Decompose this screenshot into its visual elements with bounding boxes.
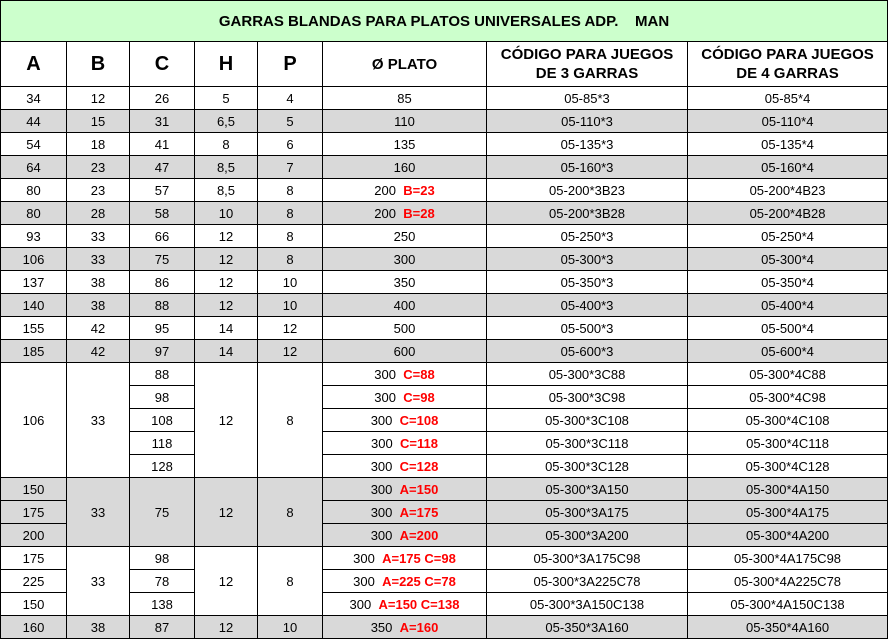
plato-value: 250 xyxy=(393,228,416,244)
cell-codigo-4: 05-300*4A150 xyxy=(688,478,888,501)
cell-c: 57 xyxy=(130,179,195,202)
cell-h: 12 xyxy=(195,547,258,616)
cell-codigo-3: 05-300*3C128 xyxy=(487,455,688,478)
plato-suffix: A=150 C=138 xyxy=(378,596,460,612)
cell-codigo-3: 05-400*3 xyxy=(487,294,688,317)
cell-b: 18 xyxy=(67,133,130,156)
cell-c: 87 xyxy=(130,616,195,639)
cell-codigo-3: 05-250*3 xyxy=(487,225,688,248)
cell-c: 26 xyxy=(130,87,195,110)
cell-a: 93 xyxy=(1,225,67,248)
table-body xyxy=(1,87,888,639)
cell-codigo-3: 05-200*3B23 xyxy=(487,179,688,202)
cell-codigo-4: 05-300*4A175 xyxy=(688,501,888,524)
plato-value: 300 xyxy=(370,412,393,428)
cell-h: 12 xyxy=(195,225,258,248)
plato-suffix: A=175 xyxy=(399,504,439,520)
cell-a: 175 xyxy=(1,501,67,524)
table-row xyxy=(1,202,888,225)
cell-b: 33 xyxy=(67,363,130,478)
header-codigo-3-line1: CÓDIGO PARA JUEGOS xyxy=(500,46,674,63)
plato-value: 300 xyxy=(353,573,375,589)
cell-plato xyxy=(323,110,487,133)
cell-h: 12 xyxy=(195,271,258,294)
table-title: GARRAS BLANDAS PARA PLATOS UNIVERSALES ADP. MAN xyxy=(1,1,888,42)
cell-p: 5 xyxy=(258,110,323,133)
table-row xyxy=(1,294,888,317)
header-row xyxy=(1,42,888,87)
cell-codigo-3: 05-350*3 xyxy=(487,271,688,294)
cell-h: 5 xyxy=(195,87,258,110)
cell-c: 78 xyxy=(130,570,195,593)
cell-c: 47 xyxy=(130,156,195,179)
cell-a: 54 xyxy=(1,133,67,156)
header-codigo-4-line2: DE 4 GARRAS xyxy=(736,65,839,82)
cell-plato xyxy=(323,386,487,409)
plato-value: 600 xyxy=(393,343,416,359)
cell-a: 185 xyxy=(1,340,67,363)
cell-p: 10 xyxy=(258,616,323,639)
cell-plato xyxy=(323,202,487,225)
cell-b: 23 xyxy=(67,156,130,179)
cell-codigo-4: 05-135*4 xyxy=(688,133,888,156)
cell-c: 75 xyxy=(130,478,195,547)
cell-codigo-3: 05-300*3 xyxy=(487,248,688,271)
cell-codigo-4: 05-350*4 xyxy=(688,271,888,294)
cell-b: 15 xyxy=(67,110,130,133)
cell-codigo-3: 05-300*3C98 xyxy=(487,386,688,409)
table-row xyxy=(1,340,888,363)
header-c: C xyxy=(130,42,195,87)
plato-value: 300 xyxy=(374,366,396,382)
cell-b: 38 xyxy=(67,271,130,294)
cell-a: 44 xyxy=(1,110,67,133)
plato-value: 300 xyxy=(371,435,393,451)
plato-suffix: A=200 xyxy=(399,527,439,543)
table-row xyxy=(1,547,888,570)
cell-plato xyxy=(323,524,487,547)
plato-value: 160 xyxy=(393,159,416,175)
table-row xyxy=(1,570,888,593)
table-row xyxy=(1,179,888,202)
plato-suffix: B=23 xyxy=(403,182,435,198)
cell-p: 12 xyxy=(258,340,323,363)
cell-a: 80 xyxy=(1,202,67,225)
cell-a: 106 xyxy=(1,363,67,478)
plato-suffix: C=108 xyxy=(399,412,439,428)
cell-codigo-4: 05-400*4 xyxy=(688,294,888,317)
cell-b: 33 xyxy=(67,248,130,271)
cell-codigo-4: 05-300*4C88 xyxy=(688,363,888,386)
cell-codigo-4: 05-300*4C98 xyxy=(688,386,888,409)
cell-codigo-3: 05-300*3A225C78 xyxy=(487,570,688,593)
table-row xyxy=(1,87,888,110)
table-row xyxy=(1,225,888,248)
plato-suffix: A=225 C=78 xyxy=(382,573,456,589)
cell-p: 4 xyxy=(258,87,323,110)
cell-a: 150 xyxy=(1,478,67,501)
cell-codigo-3: 05-300*3C88 xyxy=(487,363,688,386)
cell-codigo-4: 05-200*4B28 xyxy=(688,202,888,225)
cell-p: 8 xyxy=(258,179,323,202)
cell-codigo-3: 05-160*3 xyxy=(487,156,688,179)
cell-codigo-4: 05-300*4C118 xyxy=(688,432,888,455)
cell-c: 95 xyxy=(130,317,195,340)
plato-suffix: A=160 xyxy=(399,619,439,635)
cell-a: 150 xyxy=(1,593,67,616)
table-row xyxy=(1,363,888,386)
plato-suffix: A=150 xyxy=(399,481,439,497)
table-row xyxy=(1,133,888,156)
cell-c: 118 xyxy=(130,432,195,455)
plato-value: 200 xyxy=(374,205,396,221)
cell-codigo-4: 05-350*4A160 xyxy=(688,616,888,639)
cell-c: 88 xyxy=(130,363,195,386)
cell-codigo-3: 05-350*3A160 xyxy=(487,616,688,639)
header-p: P xyxy=(258,42,323,87)
cell-h: 10 xyxy=(195,202,258,225)
cell-b: 33 xyxy=(67,478,130,547)
cell-plato xyxy=(323,271,487,294)
cell-p: 8 xyxy=(258,248,323,271)
plato-value: 300 xyxy=(374,389,396,405)
cell-a: 64 xyxy=(1,156,67,179)
cell-plato xyxy=(323,616,487,639)
cell-plato xyxy=(323,547,487,570)
cell-codigo-3: 05-300*3A175C98 xyxy=(487,547,688,570)
cell-plato xyxy=(323,133,487,156)
header-codigo-4-line1: CÓDIGO PARA JUEGOS xyxy=(701,46,874,63)
header-codigo-3-line2: DE 3 GARRAS xyxy=(535,65,639,82)
cell-h: 12 xyxy=(195,248,258,271)
cell-a: 34 xyxy=(1,87,67,110)
cell-a: 200 xyxy=(1,524,67,547)
cell-h: 12 xyxy=(195,363,258,478)
cell-p: 8 xyxy=(258,225,323,248)
cell-a: 106 xyxy=(1,248,67,271)
plato-value: 135 xyxy=(393,136,416,152)
cell-codigo-4: 05-85*4 xyxy=(688,87,888,110)
cell-b: 38 xyxy=(67,616,130,639)
cell-h: 14 xyxy=(195,317,258,340)
cell-codigo-3: 05-300*3A150C138 xyxy=(487,593,688,616)
plato-value: 85 xyxy=(397,90,412,106)
cell-codigo-4: 05-300*4A200 xyxy=(688,524,888,547)
cell-plato xyxy=(323,294,487,317)
plato-value: 300 xyxy=(370,458,393,474)
cell-codigo-4: 05-600*4 xyxy=(688,340,888,363)
header-plato: Ø PLATO xyxy=(323,42,487,87)
cell-b: 33 xyxy=(67,547,130,616)
table-row xyxy=(1,271,888,294)
plato-suffix: A=175 C=98 xyxy=(382,550,456,566)
cell-c: 86 xyxy=(130,271,195,294)
cell-c: 138 xyxy=(130,593,195,616)
cell-codigo-3: 05-600*3 xyxy=(487,340,688,363)
table-row xyxy=(1,432,888,455)
table-row xyxy=(1,593,888,616)
cell-plato xyxy=(323,87,487,110)
cell-b: 28 xyxy=(67,202,130,225)
cell-c: 31 xyxy=(130,110,195,133)
cell-codigo-3: 05-300*3C108 xyxy=(487,409,688,432)
cell-plato xyxy=(323,570,487,593)
table-row xyxy=(1,156,888,179)
cell-codigo-4: 05-300*4A225C78 xyxy=(688,570,888,593)
cell-p: 10 xyxy=(258,294,323,317)
cell-codigo-3: 05-300*3C118 xyxy=(487,432,688,455)
cell-c: 66 xyxy=(130,225,195,248)
cell-a: 225 xyxy=(1,570,67,593)
cell-codigo-4: 05-300*4 xyxy=(688,248,888,271)
plato-value: 300 xyxy=(353,550,375,566)
header-codigo-4 xyxy=(688,42,888,87)
cell-codigo-3: 05-300*3A175 xyxy=(487,501,688,524)
cell-plato xyxy=(323,156,487,179)
plato-suffix: C=118 xyxy=(399,435,438,451)
cell-codigo-4: 05-200*4B23 xyxy=(688,179,888,202)
cell-c: 58 xyxy=(130,202,195,225)
cell-codigo-4: 05-300*4A175C98 xyxy=(688,547,888,570)
table-row xyxy=(1,386,888,409)
plato-value: 110 xyxy=(394,113,415,129)
cell-codigo-3: 05-85*3 xyxy=(487,87,688,110)
cell-plato xyxy=(323,432,487,455)
cell-c: 97 xyxy=(130,340,195,363)
plato-value: 300 xyxy=(393,251,416,267)
table-row xyxy=(1,455,888,478)
cell-a: 155 xyxy=(1,317,67,340)
cell-p: 8 xyxy=(258,478,323,547)
plato-value: 400 xyxy=(393,297,416,313)
cell-h: 8,5 xyxy=(195,156,258,179)
cell-a: 175 xyxy=(1,547,67,570)
cell-plato xyxy=(323,179,487,202)
cell-h: 12 xyxy=(195,294,258,317)
plato-suffix: C=98 xyxy=(403,389,435,405)
cell-b: 33 xyxy=(67,225,130,248)
cell-p: 6 xyxy=(258,133,323,156)
table-row xyxy=(1,248,888,271)
table-row xyxy=(1,409,888,432)
cell-c: 75 xyxy=(130,248,195,271)
cell-b: 12 xyxy=(67,87,130,110)
plato-value: 350 xyxy=(370,619,393,635)
cell-c: 98 xyxy=(130,547,195,570)
header-h: H xyxy=(195,42,258,87)
cell-p: 8 xyxy=(258,547,323,616)
cell-a: 80 xyxy=(1,179,67,202)
plato-suffix: C=128 xyxy=(399,458,439,474)
cell-codigo-3: 05-300*3A150 xyxy=(487,478,688,501)
cell-p: 7 xyxy=(258,156,323,179)
cell-b: 42 xyxy=(67,317,130,340)
plato-value: 350 xyxy=(393,274,416,290)
cell-codigo-4: 05-110*4 xyxy=(688,110,888,133)
header-b: B xyxy=(67,42,130,87)
cell-plato xyxy=(323,317,487,340)
cell-plato xyxy=(323,340,487,363)
table-row xyxy=(1,110,888,133)
table-row xyxy=(1,478,888,501)
title-row xyxy=(1,1,888,42)
cell-plato xyxy=(323,478,487,501)
plato-value: 300 xyxy=(370,481,393,497)
cell-p: 8 xyxy=(258,363,323,478)
cell-plato xyxy=(323,363,487,386)
cell-plato xyxy=(323,593,487,616)
cell-plato xyxy=(323,455,487,478)
cell-h: 8 xyxy=(195,133,258,156)
cell-p: 10 xyxy=(258,271,323,294)
cell-plato xyxy=(323,409,487,432)
cell-c: 98 xyxy=(130,386,195,409)
cell-c: 108 xyxy=(130,409,195,432)
cell-h: 14 xyxy=(195,340,258,363)
cell-plato xyxy=(323,501,487,524)
cell-codigo-4: 05-160*4 xyxy=(688,156,888,179)
cell-b: 23 xyxy=(67,179,130,202)
cell-p: 8 xyxy=(258,202,323,225)
cell-a: 140 xyxy=(1,294,67,317)
cell-c: 128 xyxy=(130,455,195,478)
header-a: A xyxy=(1,42,67,87)
cell-codigo-3: 05-200*3B28 xyxy=(487,202,688,225)
cell-a: 137 xyxy=(1,271,67,294)
cell-codigo-4: 05-250*4 xyxy=(688,225,888,248)
cell-h: 12 xyxy=(195,478,258,547)
header-codigo-3 xyxy=(487,42,688,87)
cell-codigo-4: 05-300*4C108 xyxy=(688,409,888,432)
plato-value: 300 xyxy=(370,504,393,520)
plato-suffix: B=28 xyxy=(403,205,435,221)
cell-codigo-4: 05-300*4C128 xyxy=(688,455,888,478)
cell-b: 38 xyxy=(67,294,130,317)
table-row xyxy=(1,616,888,639)
cell-h: 12 xyxy=(195,616,258,639)
cell-plato xyxy=(323,248,487,271)
cell-b: 42 xyxy=(67,340,130,363)
cell-c: 41 xyxy=(130,133,195,156)
cell-codigo-3: 05-110*3 xyxy=(487,110,688,133)
cell-codigo-4: 05-300*4A150C138 xyxy=(688,593,888,616)
cell-codigo-3: 05-500*3 xyxy=(487,317,688,340)
plato-value: 200 xyxy=(374,182,396,198)
cell-c: 88 xyxy=(130,294,195,317)
plato-suffix: C=88 xyxy=(403,366,435,382)
plato-value: 300 xyxy=(349,596,372,612)
cell-p: 12 xyxy=(258,317,323,340)
cell-codigo-3: 05-135*3 xyxy=(487,133,688,156)
cell-h: 8,5 xyxy=(195,179,258,202)
plato-value: 500 xyxy=(393,320,416,336)
plato-value: 300 xyxy=(370,527,393,543)
cell-codigo-3: 05-300*3A200 xyxy=(487,524,688,547)
cell-h: 6,5 xyxy=(195,110,258,133)
cell-codigo-4: 05-500*4 xyxy=(688,317,888,340)
cell-plato xyxy=(323,225,487,248)
table-row xyxy=(1,317,888,340)
cell-a: 160 xyxy=(1,616,67,639)
